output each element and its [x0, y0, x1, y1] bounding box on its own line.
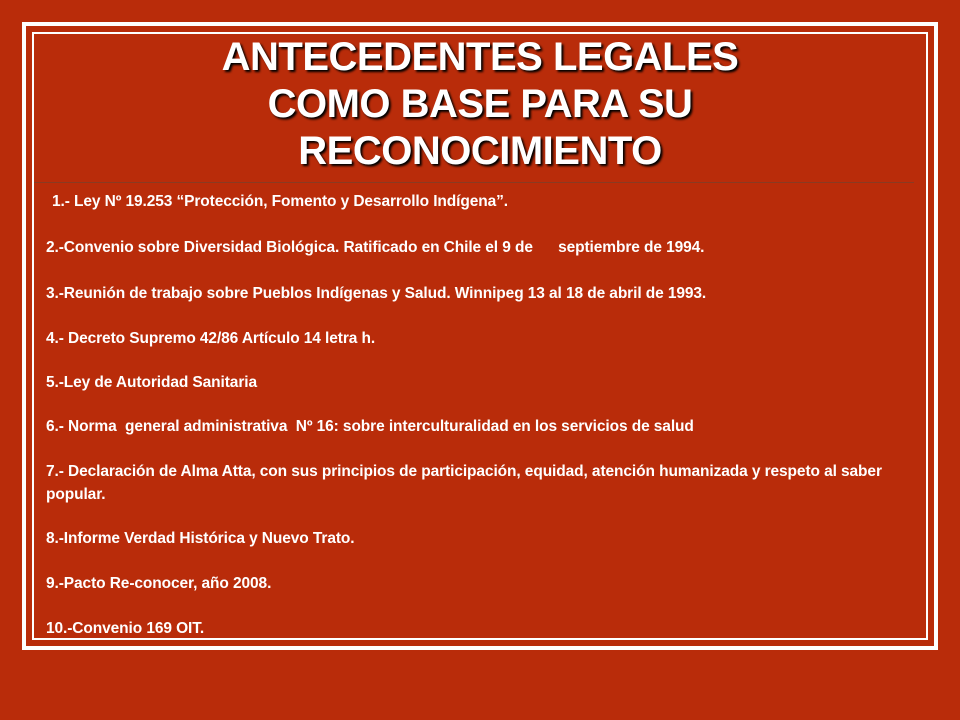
list-item-5: 5.-Ley de Autoridad Sanitaria — [46, 374, 257, 391]
list-item-10: 10.-Convenio 169 OIT. — [46, 620, 205, 637]
slide-title — [34, 34, 926, 175]
title-line-3: RECONOCIMIENTO — [298, 129, 662, 173]
title-line-2: COMO BASE PARA SU — [267, 82, 693, 126]
list-item-7: 7.- Declaración de Alma Atta, con sus principios de participación, equidad, atención humanizada y respeto al saber popular. — [46, 463, 882, 503]
list-item-4: 4.- Decreto Supremo 42/86 Artículo 14 letra h. — [46, 330, 376, 347]
list-item-2: 2.-Convenio sobre Diversidad Biológica. Ratificado en Chile el 9 de septiembre de 1994. — [46, 239, 705, 256]
list-item-9: 9.-Pacto Re-conocer, año 2008. — [46, 575, 272, 592]
list-item-1: 1.- Ley Nº 19.253 “Protección, Fomento y Desarrollo Indígena”. — [52, 193, 508, 210]
title-divider — [34, 182, 914, 183]
list-item-8: 8.-Informe Verdad Histórica y Nuevo Trato. — [46, 530, 355, 547]
list-item-6: 6.- Norma general administrativa Nº 16: sobre interculturalidad en los servicios de salud — [46, 418, 694, 435]
list-item-3: 3.-Reunión de trabajo sobre Pueblos Indígenas y Salud. Winnipeg 13 al 18 de abril de 1993. — [46, 285, 707, 302]
title-line-1: ANTECEDENTES LEGALES — [221, 35, 739, 79]
